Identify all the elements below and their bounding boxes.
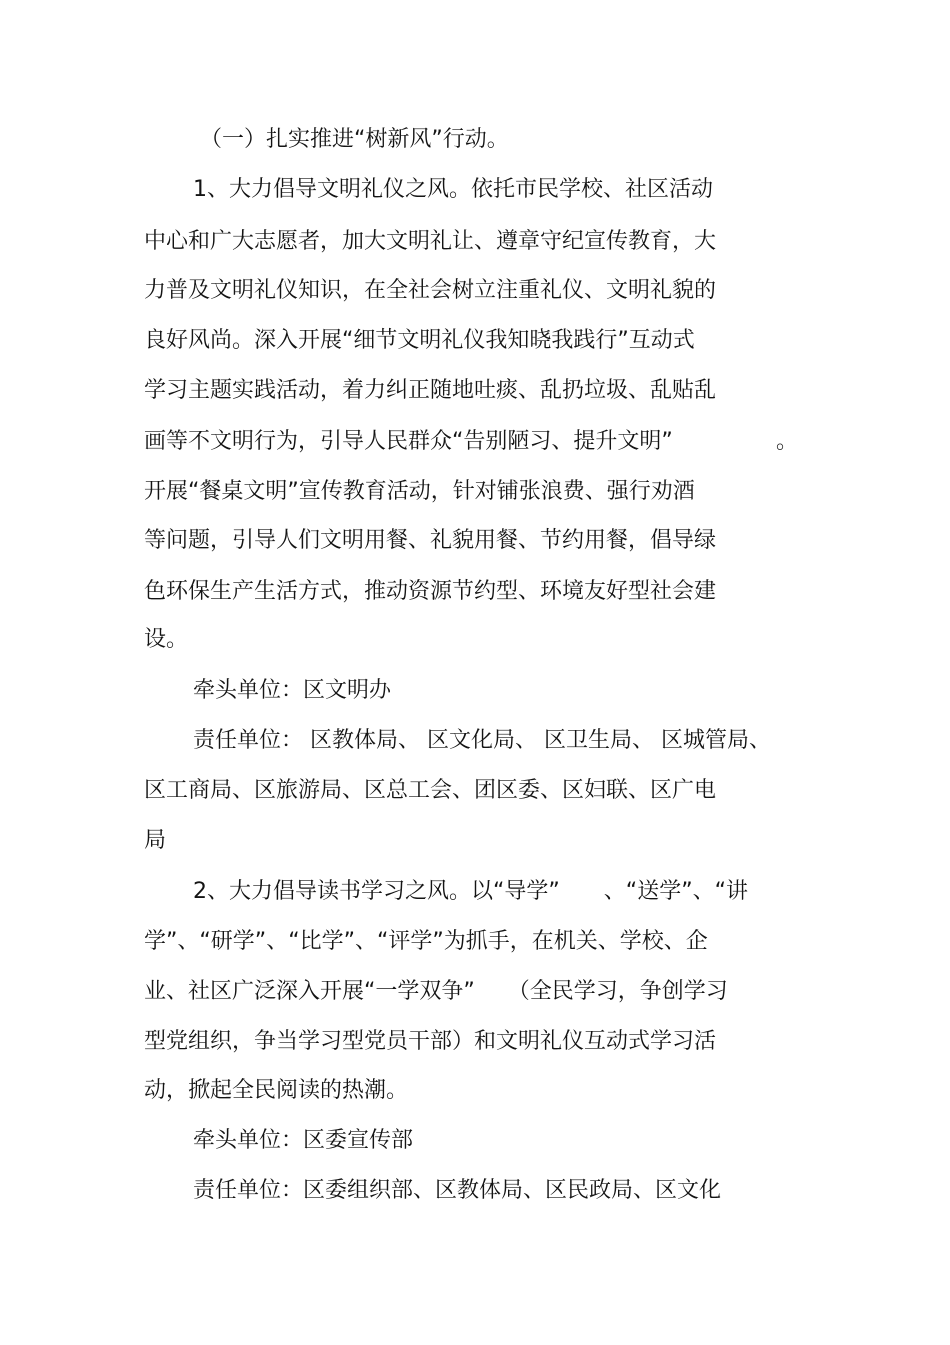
item-2-line-5: 动，掀起全民阅读的热潮。	[144, 1078, 409, 1103]
item-1-line-8: 等问题，引导人们文明用餐、礼貌用餐、节约用餐，倡导绿	[144, 528, 717, 553]
item-1-line-10: 设。	[144, 627, 189, 652]
item-2-line-2: 学”、“研学”、“比学”、“评学”为抓手，在机关、学校、企	[144, 929, 708, 954]
item-1-responsible-line-2: 区工商局、区旅游局、区总工会、团区委、区妇联、区广电	[144, 778, 717, 803]
item-1-responsible-line-3: 局	[144, 828, 167, 853]
item-1-responsible-line-1: 责任单位： 区教体局、 区文化局、 区卫生局、 区城管局、	[193, 728, 771, 753]
item-2-line-4: 型党组织，争当学习型党员干部）和文明礼仪互动式学习活	[144, 1029, 717, 1054]
item-1-lead-unit: 牵头单位：区文明办	[193, 678, 392, 703]
item-2-lead-unit: 牵头单位：区委宣传部	[193, 1128, 414, 1153]
item-1-line-2: 中心和广大志愿者，加大文明礼让、遵章守纪宣传教育，大	[144, 229, 717, 254]
item-1-line-7: 开展“餐桌文明”宣传教育活动，针对铺张浪费、强行劝酒	[144, 479, 695, 504]
item-1-line-6: 画等不文明行为，引导人民群众“告别陋习、提升文明”	[144, 429, 673, 454]
item-1-line-4: 良好风尚。深入开展“细节文明礼仪我知晓我践行”互动式	[144, 328, 695, 353]
item-1-line-3: 力普及文明礼仪知识，在全社会树立注重礼仪、文明礼貌的	[144, 278, 717, 303]
item-1-line-5: 学习主题实践活动，着力纠正随地吐痰、乱扔垃圾、乱贴乱	[144, 378, 717, 403]
item-2-line-3: 业、社区广泛深入开展“一学双争” （全民学习，争创学习	[144, 979, 728, 1004]
item-1-line-1: 1、大力倡导文明礼仪之风。依托市民学校、社区活动	[193, 177, 713, 202]
item-1-line-9: 色环保生产生活方式，推动资源节约型、环境友好型社会建	[144, 579, 717, 604]
section-heading: （一）扎实推进“树新风”行动。	[200, 127, 509, 152]
stray-period: 。	[776, 429, 799, 454]
item-2-line-1: 2、大力倡导读书学习之风。以“导学” 、“送学”、“讲	[193, 879, 748, 904]
item-2-responsible-line-1: 责任单位：区委组织部、区教体局、区民政局、区文化	[193, 1178, 722, 1203]
